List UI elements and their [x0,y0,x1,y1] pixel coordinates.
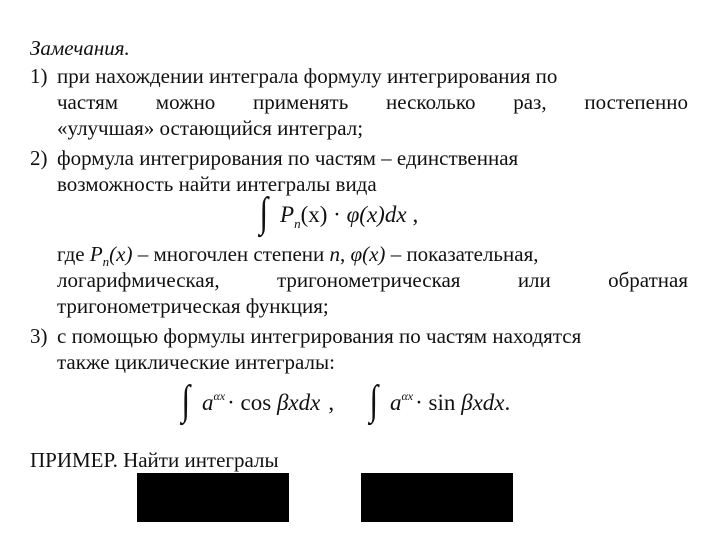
x-arg: (x) [109,242,133,266]
where-line-2 [57,268,688,292]
comma: , [340,242,351,266]
beta-x-dx: βxdx [271,390,321,415]
phi-x: φ(x) [346,202,385,227]
where-prefix: где [57,242,90,266]
example-heading: ПРИМЕР. Найти интегралы [30,448,279,472]
n-subscript: n [294,216,301,231]
word: или [517,268,551,292]
sin-function: · sin [415,390,456,415]
formula-2-cos [202,390,334,416]
formula-2-sin [390,390,510,416]
where-rest: – показательная, [385,242,539,266]
item-2-line-1: формула интегрирования по частям – единственная [57,146,519,170]
n-var: n [329,242,340,266]
item-3-line-2: также циклические интегралы: [57,350,335,374]
dot-operator: · [327,202,347,227]
item-1-line-1: при нахождении интеграла формулу интегрирования по [57,64,558,88]
item-1-line-3: «улучшая» остающийся интеграл; [57,116,364,140]
item-2-line-2: возможность найти интегралы вида [57,172,377,196]
word: постепенно [584,90,688,114]
item-1-number: 1) [30,64,48,88]
example-image-1 [137,473,289,522]
beta-x-dx: βxdx [455,390,505,415]
item-3-number: 3) [30,324,48,348]
item-2-number: 2) [30,146,48,170]
where-mid: – многочлен степени [132,242,330,266]
alpha-x-exponent: αx [401,389,414,403]
word: тригонометрическая [276,268,461,292]
word: можно [155,90,216,114]
word: обратная [608,268,688,292]
word: частям [57,90,119,114]
dx: dx [384,202,407,227]
comma: , [328,390,335,415]
phi-x: φ(x) [350,242,386,266]
comma: , [412,202,419,227]
n-subscript: n [102,254,110,269]
integral-sign-icon: ∫ [181,378,191,424]
where-line-1 [57,242,538,269]
integral-sign-icon: ∫ [369,378,379,424]
item-3-line-1: с помощью формулы интегрирования по частям находятся [57,324,582,348]
P-symbol: P [89,242,103,266]
where-line-3: тригонометрическая функция; [57,294,329,318]
P-symbol: P [280,202,295,227]
x-arg: (x) [300,202,328,227]
word: раз, [513,90,547,114]
a-base: a [202,390,214,415]
cos-function: · cos [227,390,272,415]
period: . [504,390,511,415]
example-image-2 [361,473,513,522]
word: логарифмическая, [57,268,220,292]
integral-sign-icon: ∫ [259,190,269,236]
formula-1-body [280,202,419,231]
word: несколько [386,90,476,114]
alpha-x-exponent: αx [213,389,226,403]
item-1-line-2 [57,90,688,114]
heading: Замечания. [30,36,130,60]
a-base: a [390,390,402,415]
word: применять [253,90,349,114]
